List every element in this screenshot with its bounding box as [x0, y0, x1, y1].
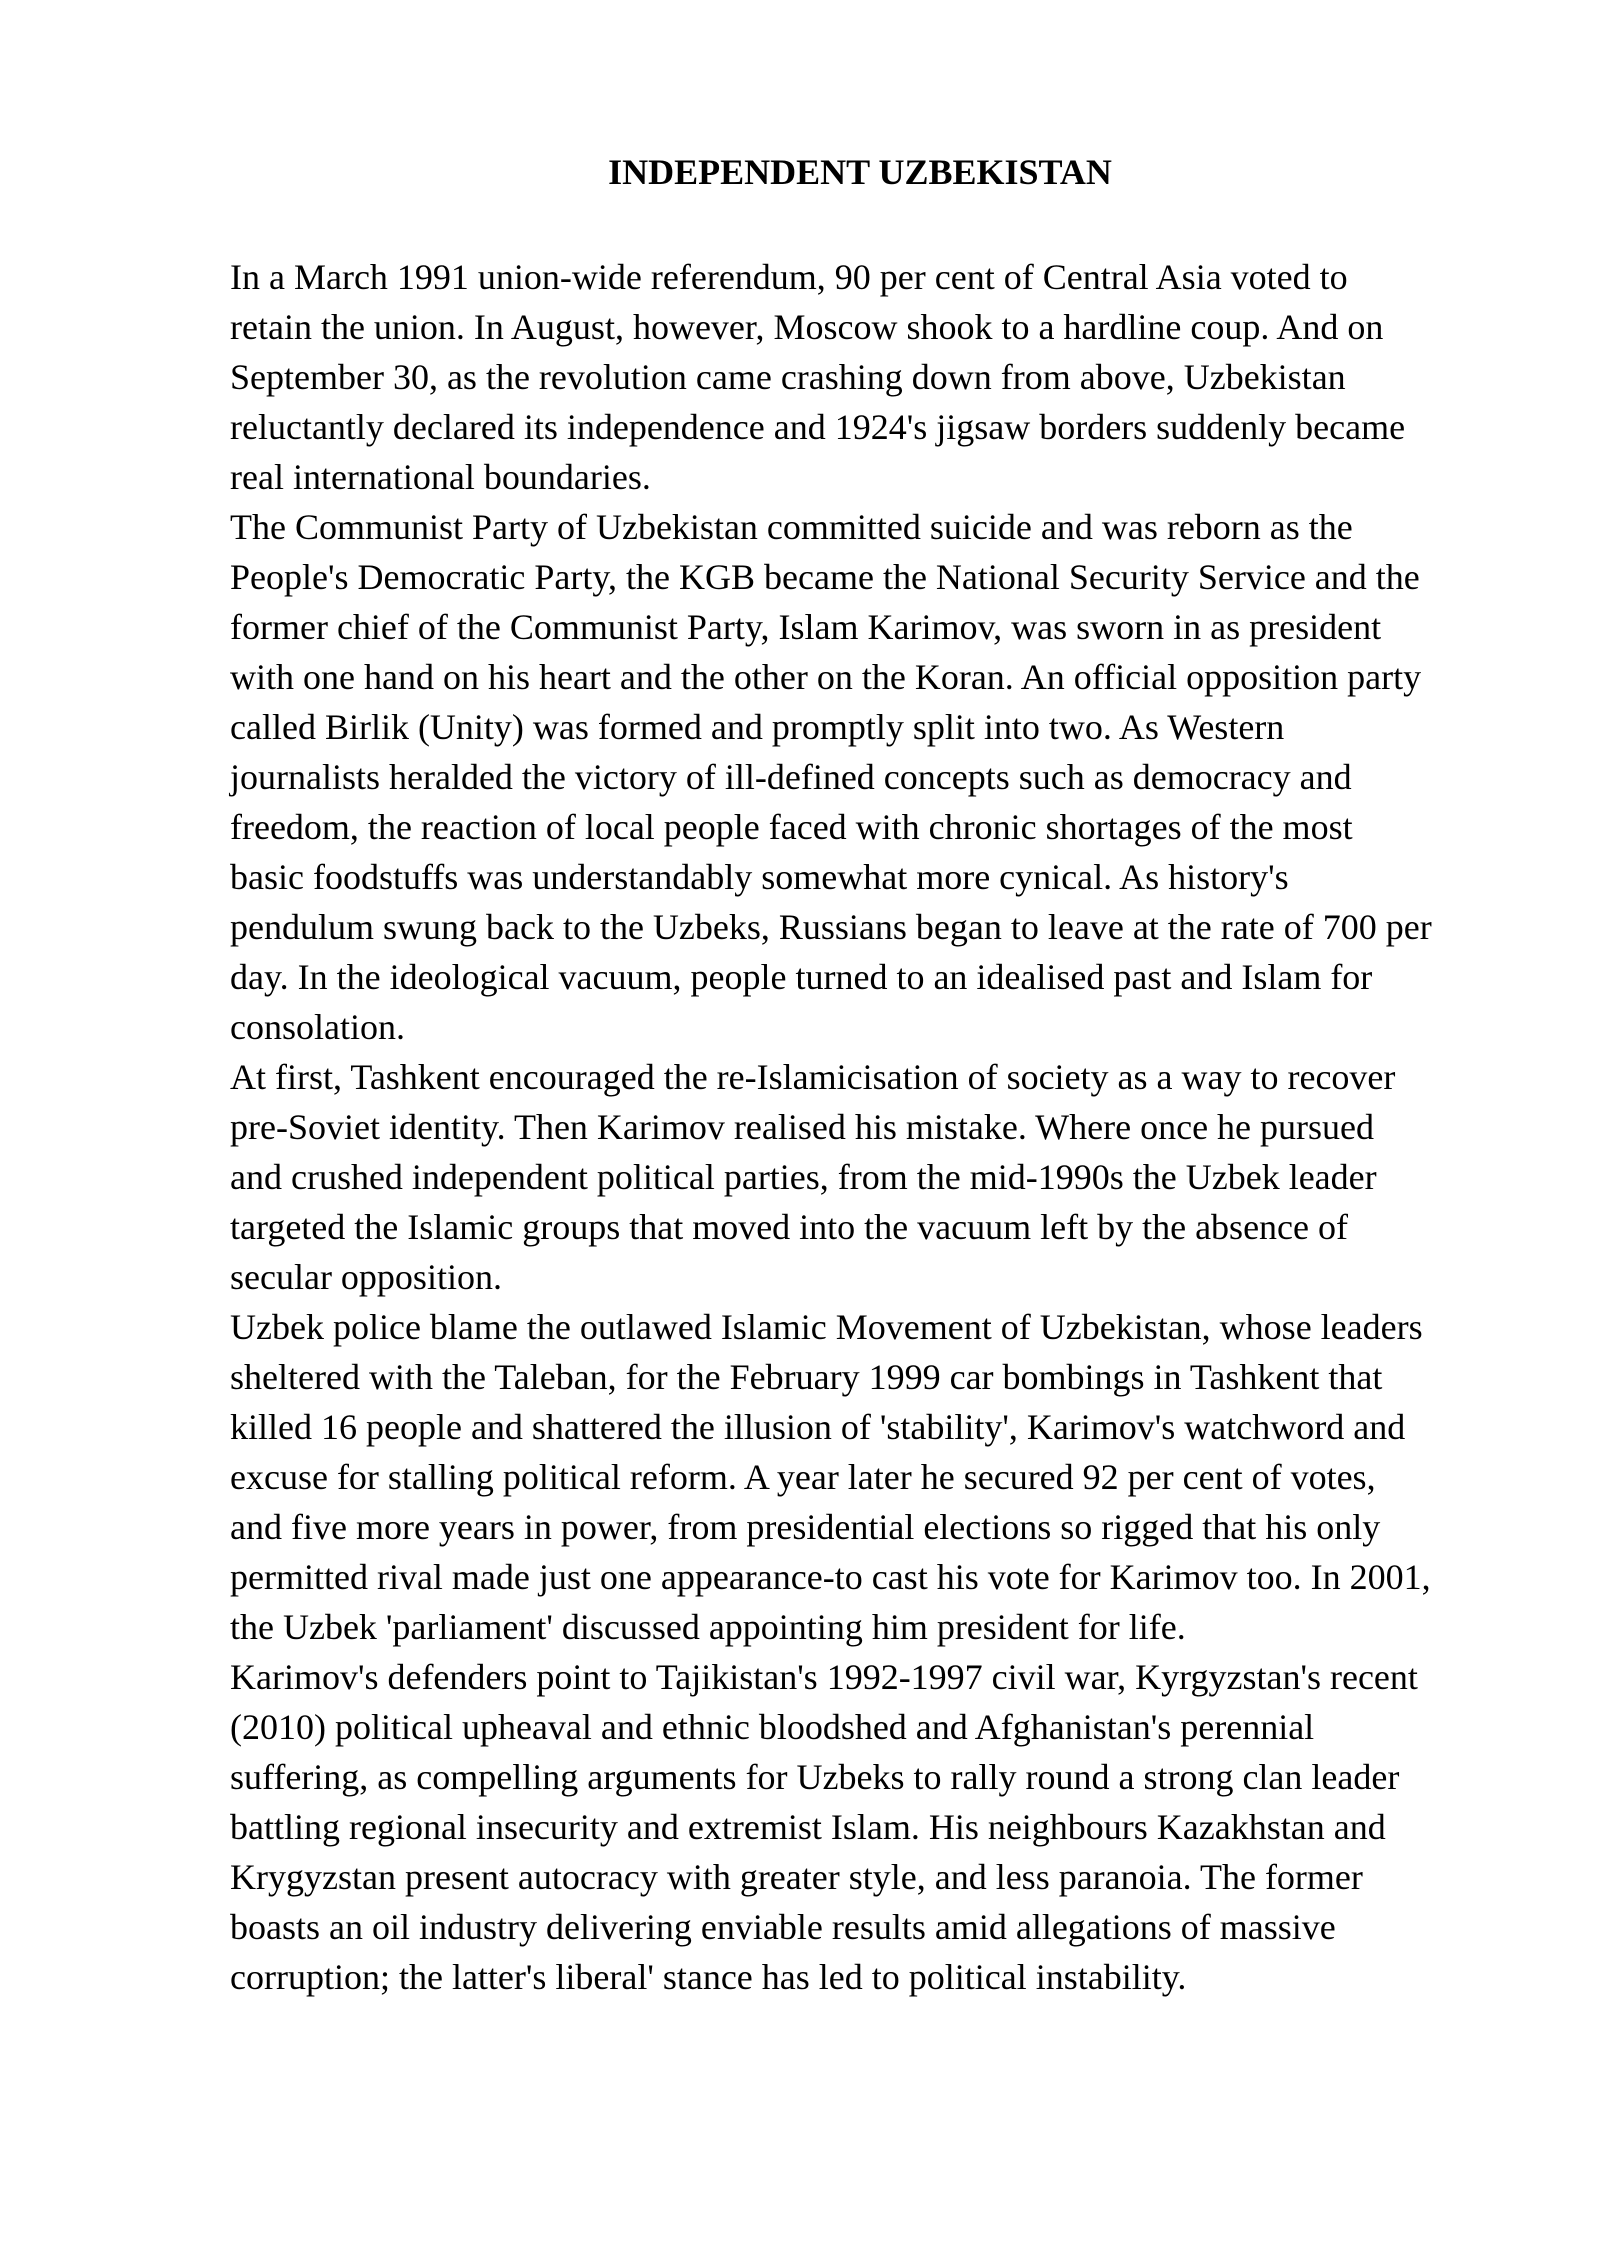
text-line: pre-Soviet identity. Then Karimov realised his mistake. Where once he pursued	[230, 1107, 1375, 1147]
text-line: and five more years in power, from presidential elections so rigged that his only	[230, 1507, 1381, 1547]
text-line: and crushed independent political parties, from the mid-1990s the Uzbek leader	[230, 1157, 1377, 1197]
text-line: sheltered with the Taleban, for the February 1999 car bombings in Tashkent that	[230, 1357, 1383, 1397]
document-title: INDEPENDENT UZBEKISTAN	[608, 152, 1112, 192]
paragraph-2	[230, 502, 1530, 1052]
text-line: basic foodstuffs was understandably somewhat more cynical. As history's	[230, 857, 1289, 897]
text-line: Uzbek police blame the outlawed Islamic Movement of Uzbekistan, whose leaders	[230, 1307, 1423, 1347]
text-line: targeted the Islamic groups that moved into the vacuum left by the absence of	[230, 1207, 1348, 1247]
document-body	[230, 252, 1530, 2002]
text-line: pendulum swung back to the Uzbeks, Russians began to leave at the rate of 700 per	[230, 907, 1432, 947]
text-line: battling regional insecurity and extremist Islam. His neighbours Kazakhstan and	[230, 1807, 1386, 1847]
text-line: In a March 1991 union-wide referendum, 90 per cent of Central Asia voted to	[230, 257, 1348, 297]
text-line: the Uzbek 'parliament' discussed appointing him president for life.	[230, 1607, 1186, 1647]
text-line: boasts an oil industry delivering enviable results amid allegations of massive	[230, 1907, 1336, 1947]
text-line: freedom, the reaction of local people faced with chronic shortages of the most	[230, 807, 1353, 847]
text-line: called Birlik (Unity) was formed and promptly split into two. As Western	[230, 707, 1285, 747]
text-line: retain the union. In August, however, Moscow shook to a hardline coup. And on	[230, 307, 1384, 347]
text-line: (2010) political upheaval and ethnic bloodshed and Afghanistan's perennial	[230, 1707, 1315, 1747]
text-line: former chief of the Communist Party, Islam Karimov, was sworn in as president	[230, 607, 1382, 647]
paragraph-4	[230, 1302, 1530, 1652]
text-line: corruption; the latter's liberal' stance has led to political instability.	[230, 1957, 1187, 1997]
paragraph-5	[230, 1652, 1530, 2002]
text-line: Krygyzstan present autocracy with greater style, and less paranoia. The former	[230, 1857, 1363, 1897]
text-line: At first, Tashkent encouraged the re-Islamicisation of society as a way to recover	[230, 1057, 1396, 1097]
text-line: suffering, as compelling arguments for Uzbeks to rally round a strong clan leader	[230, 1757, 1400, 1797]
text-line: killed 16 people and shattered the illusion of 'stability', Karimov's watchword and	[230, 1407, 1406, 1447]
text-line: People's Democratic Party, the KGB became the National Security Service and the	[230, 557, 1420, 597]
text-line: Karimov's defenders point to Tajikistan's 1992-1997 civil war, Kyrgyzstan's recent	[230, 1657, 1418, 1697]
text-line: The Communist Party of Uzbekistan committed suicide and was reborn as the	[230, 507, 1353, 547]
text-line: secular opposition.	[230, 1257, 502, 1297]
paragraph-3	[230, 1052, 1530, 1302]
paragraph-1	[230, 252, 1530, 502]
text-line: September 30, as the revolution came crashing down from above, Uzbekistan	[230, 357, 1346, 397]
text-line: excuse for stalling political reform. A year later he secured 92 per cent of votes,	[230, 1457, 1376, 1497]
text-line: reluctantly declared its independence and 1924's jigsaw borders suddenly became	[230, 407, 1406, 447]
text-line: with one hand on his heart and the other on the Koran. An official opposition party	[230, 657, 1422, 697]
text-line: permitted rival made just one appearance-to cast his vote for Karimov too. In 2001,	[230, 1557, 1431, 1597]
text-line: journalists heralded the victory of ill-defined concepts such as democracy and	[230, 757, 1352, 797]
text-line: real international boundaries.	[230, 457, 651, 497]
text-line: consolation.	[230, 1007, 405, 1047]
text-line: day. In the ideological vacuum, people turned to an idealised past and Islam for	[230, 957, 1373, 997]
